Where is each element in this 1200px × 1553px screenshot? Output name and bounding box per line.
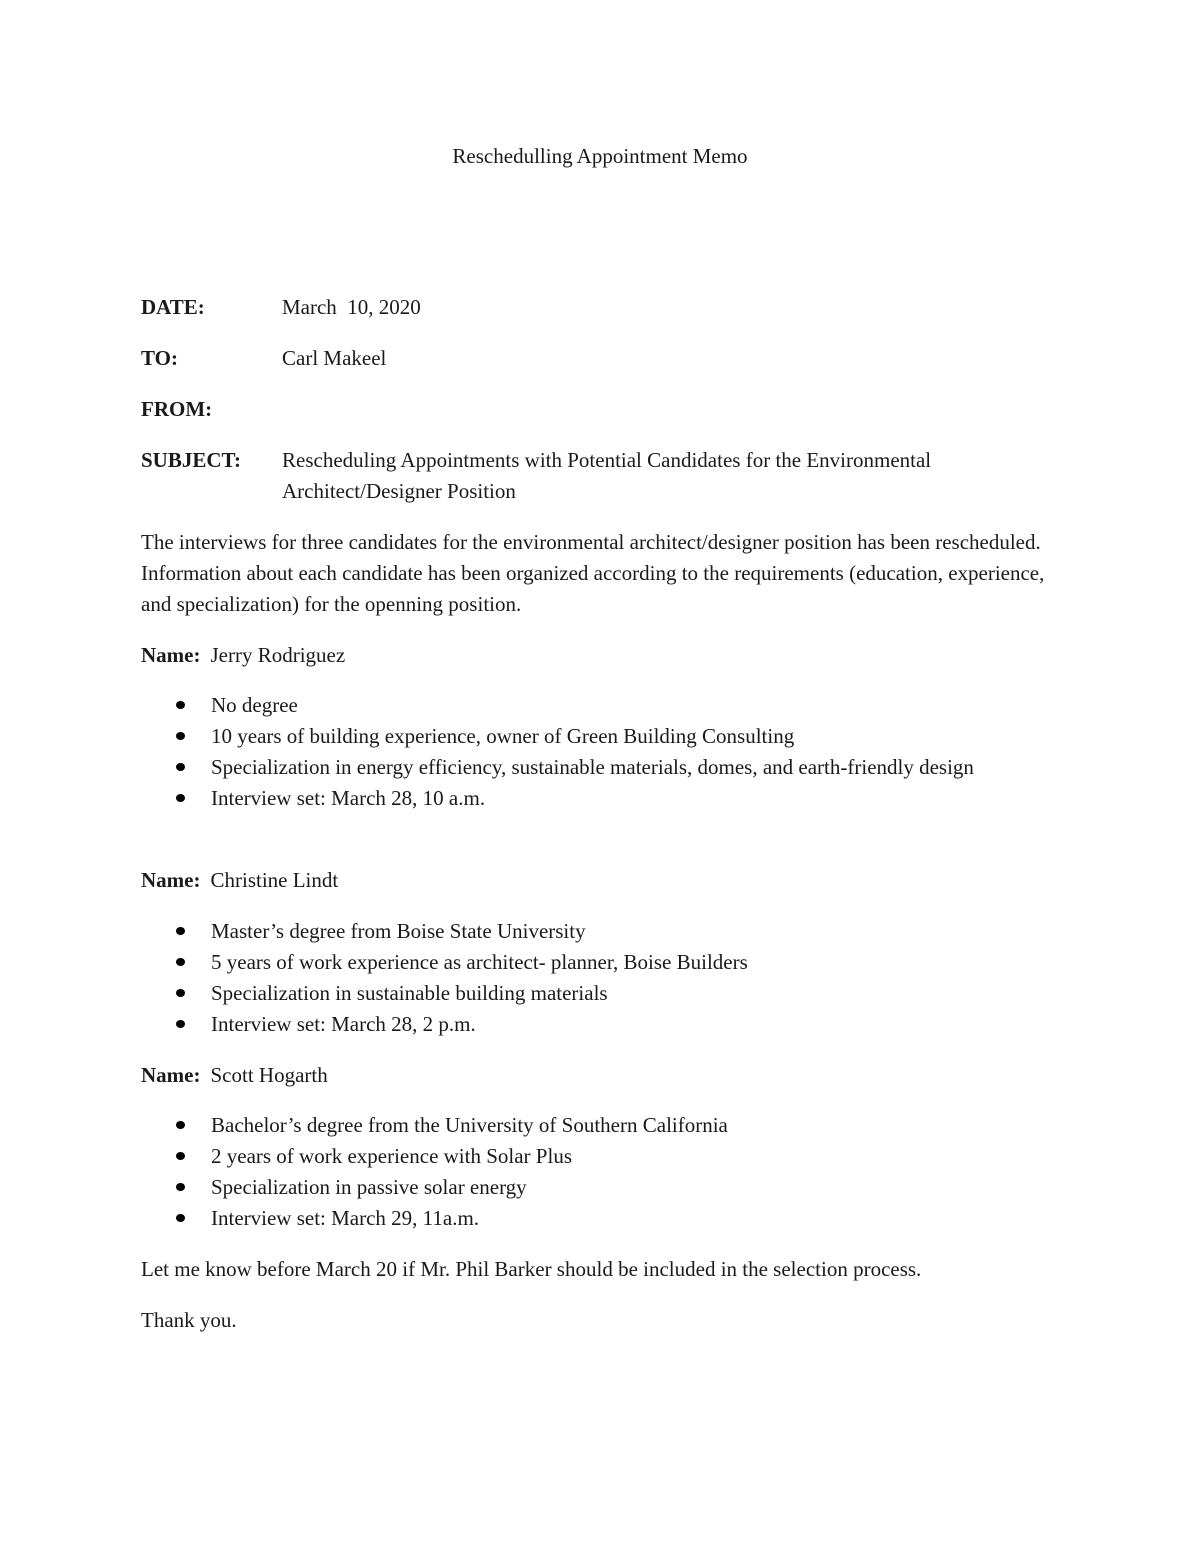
bullet-icon bbox=[176, 1152, 185, 1160]
list-item: Specialization in energy efficiency, sustainable materials, domes, and earth-friendly design bbox=[0, 752, 1011, 783]
candidate-name: Christine Lindt bbox=[210, 868, 339, 892]
list-item: No degree bbox=[0, 690, 1011, 721]
date-value: March 10, 2020 bbox=[282, 295, 421, 319]
list-item: Master’s degree from Boise State University bbox=[0, 916, 1011, 947]
candidate-name-line bbox=[141, 640, 345, 671]
to-value: Carl Makeel bbox=[282, 346, 387, 370]
candidate-name: Scott Hogarth bbox=[210, 1063, 328, 1087]
from-label: FROM: bbox=[141, 397, 213, 421]
candidate-details-list bbox=[0, 1110, 1100, 1234]
list-item: Bachelor’s degree from the University of Southern California bbox=[0, 1110, 1011, 1141]
subject-label: SUBJECT: bbox=[141, 448, 241, 472]
bullet-icon bbox=[176, 794, 185, 802]
list-item: Interview set: March 28, 10 a.m. bbox=[0, 783, 1011, 814]
to-label: TO: bbox=[141, 346, 178, 370]
bullet-icon bbox=[176, 701, 185, 709]
name-label: Name: bbox=[141, 643, 201, 667]
date-label: DATE: bbox=[141, 295, 205, 319]
bullet-icon bbox=[176, 989, 185, 997]
candidate-details-list bbox=[0, 690, 1100, 814]
signoff: Thank you. bbox=[141, 1308, 237, 1332]
list-item: 5 years of work experience as architect- planner, Boise Builders bbox=[0, 947, 1011, 978]
list-item: 2 years of work experience with Solar Plus bbox=[0, 1141, 1011, 1172]
bullet-icon bbox=[176, 1183, 185, 1191]
bullet-icon bbox=[176, 1020, 185, 1028]
candidate-name-line bbox=[141, 1060, 328, 1091]
bullet-icon bbox=[176, 927, 185, 935]
list-item: Specialization in sustainable building materials bbox=[0, 978, 1011, 1009]
list-item: Interview set: March 28, 2 p.m. bbox=[0, 1009, 1011, 1040]
name-label: Name: bbox=[141, 868, 201, 892]
memo-title: Reschedulling Appointment Memo bbox=[452, 144, 748, 168]
list-item: Specialization in passive solar energy bbox=[0, 1172, 1011, 1203]
bullet-icon bbox=[176, 1214, 185, 1222]
closing-paragraph: Let me know before March 20 if Mr. Phil Barker should be included in the selection process. bbox=[141, 1257, 922, 1281]
bullet-icon bbox=[176, 732, 185, 740]
candidate-name: Jerry Rodriguez bbox=[210, 643, 346, 667]
bullet-icon bbox=[176, 958, 185, 966]
bullet-icon bbox=[176, 763, 185, 771]
bullet-icon bbox=[176, 1121, 185, 1129]
list-item: Interview set: March 29, 11a.m. bbox=[0, 1203, 1011, 1234]
list-item: 10 years of building experience, owner of Green Building Consulting bbox=[0, 721, 1011, 752]
name-label: Name: bbox=[141, 1063, 201, 1087]
subject-value: Rescheduling Appointments with Potential Candidates for the Environmental Architect/Designer Position bbox=[282, 448, 932, 503]
intro-paragraph: The interviews for three candidates for the environmental architect/designer position has been rescheduled. Information about each candidate has been organized according to the requirements (education, experience, and specialization) for the openning position. bbox=[141, 530, 1045, 616]
candidate-name-line bbox=[141, 865, 338, 896]
candidate-details-list bbox=[0, 916, 1100, 1040]
